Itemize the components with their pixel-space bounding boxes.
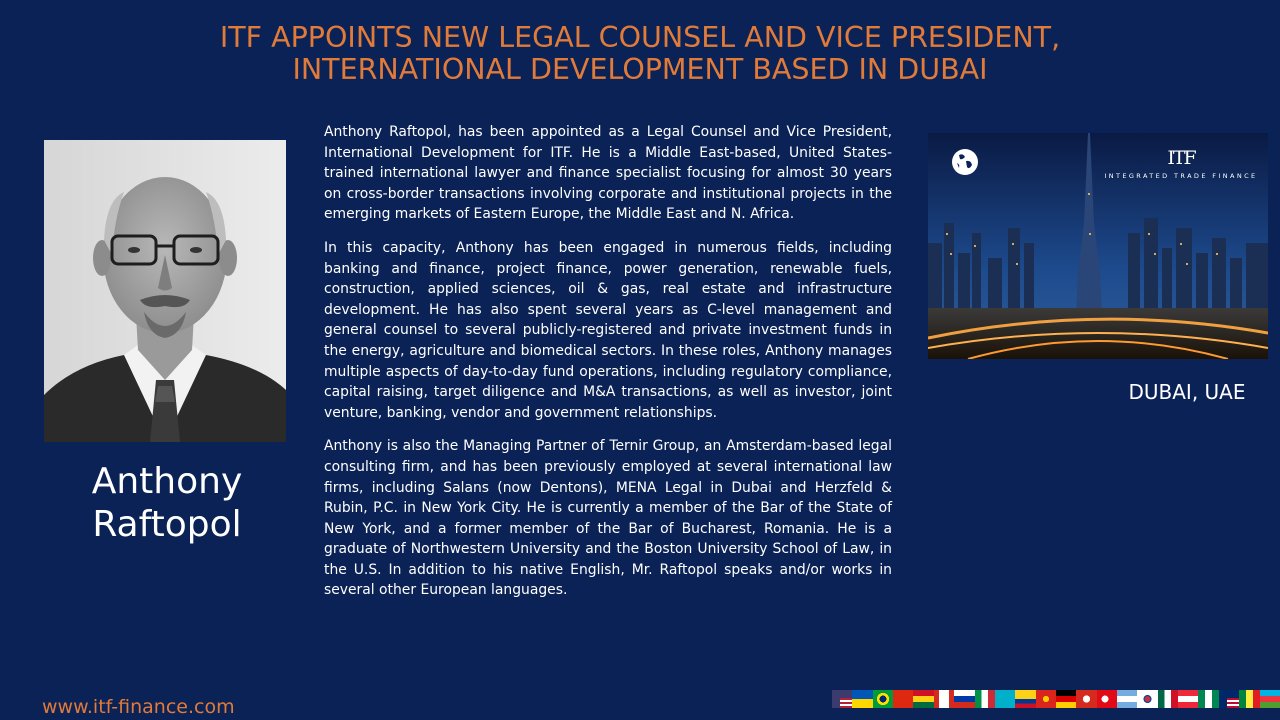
kazakhstan-flag: [995, 690, 1015, 708]
itf-logo-mark: ITF: [1167, 147, 1195, 169]
headline: [0, 22, 1280, 86]
usa-flag: [832, 690, 852, 708]
brazil-flag: [873, 690, 893, 708]
headline-line-2: INTERNATIONAL DEVELOPMENT BASED IN DUBAI: [292, 53, 988, 86]
paragraph-3: Anthony is also the Managing Partner of Ternir Group, an Amsterdam-based legal consulting firm, and has been previously employed at several international law firms, including Salans (now Dentons), MENA Legal in Dubai and Herzfeld & Rubin, P.C. in New York City. He is currently a member of the Bar of the State of New York, and a former member of the Bar of Bucharest, Romania. He is a graduate of Northwestern University and the Boston University School of Law, in the U.S. In addition to his native English, Mr. Raftopol speaks and/or works in several other European languages.: [324, 438, 892, 599]
article-body: [324, 122, 892, 614]
ghana-flag: [913, 690, 933, 708]
dubai-skyline-photo: [928, 133, 1268, 359]
liberia-flag: [1219, 690, 1239, 708]
itf-logo-tagline: INTEGRATED TRADE FINANCE: [1104, 172, 1258, 180]
person-last-name: Raftopol: [92, 504, 242, 545]
flags-strip: [832, 690, 1280, 710]
person-first-name: Anthony: [91, 461, 243, 502]
nigeria-flag: [1198, 690, 1218, 708]
colombia-flag: [1015, 690, 1035, 708]
portrait-photo: [44, 140, 286, 442]
paragraph-2: In this capacity, Anthony has been engaged in numerous fields, including banking and finance, project finance, power generation, renewable fuels, construction, applied sciences, oil & gas, real estate and infrastructure development. He has also spent several years as C-level management and general counsel to several publicly-registered and private investment funds in the energy, agriculture and biomedical sectors. In these roles, Anthony manages multiple aspects of day-to-day fund operations, including regulatory compliance, capital raising, target diligence and M&A transactions, as well as investor, joint venture, banking, vendor and government relationships.: [324, 239, 892, 421]
portrait-illustration: [44, 140, 286, 442]
canada-flag: [934, 690, 954, 708]
senegal-flag: [1239, 690, 1259, 708]
austria-flag: [1178, 690, 1198, 708]
south-korea-flag: [1137, 690, 1157, 708]
germany-flag: [1056, 690, 1076, 708]
website-link[interactable]: www.itf-finance.com: [42, 696, 235, 718]
italy-flag: [975, 690, 995, 708]
globe-icon: [950, 147, 980, 177]
argentina-flag: [1117, 690, 1137, 708]
itf-logo: [1096, 147, 1266, 180]
switzerland-flag: [1076, 690, 1096, 708]
azerbaijan-flag: [1260, 690, 1280, 708]
china-flag: [893, 690, 913, 708]
russia-flag: [954, 690, 974, 708]
headline-line-1: ITF APPOINTS NEW LEGAL COUNSEL AND VICE PRESIDENT,: [219, 21, 1061, 54]
location-caption: DUBAI, UAE: [1128, 380, 1246, 404]
vietnam-flag: [1036, 690, 1056, 708]
paragraph-1: Anthony Raftopol, has been appointed as a Legal Counsel and Vice President, International Development for ITF. He is a Middle East-based, United States-trained international lawyer and finance specialist focusing for almost 30 years on cross-border transactions involving corporate and institutional projects in the emerging markets of Eastern Europe, the Middle East and N. Africa.: [324, 124, 892, 223]
ukraine-flag: [852, 690, 872, 708]
mexico-flag: [1158, 690, 1178, 708]
turkey-flag: [1097, 690, 1117, 708]
person-name: [44, 460, 290, 546]
